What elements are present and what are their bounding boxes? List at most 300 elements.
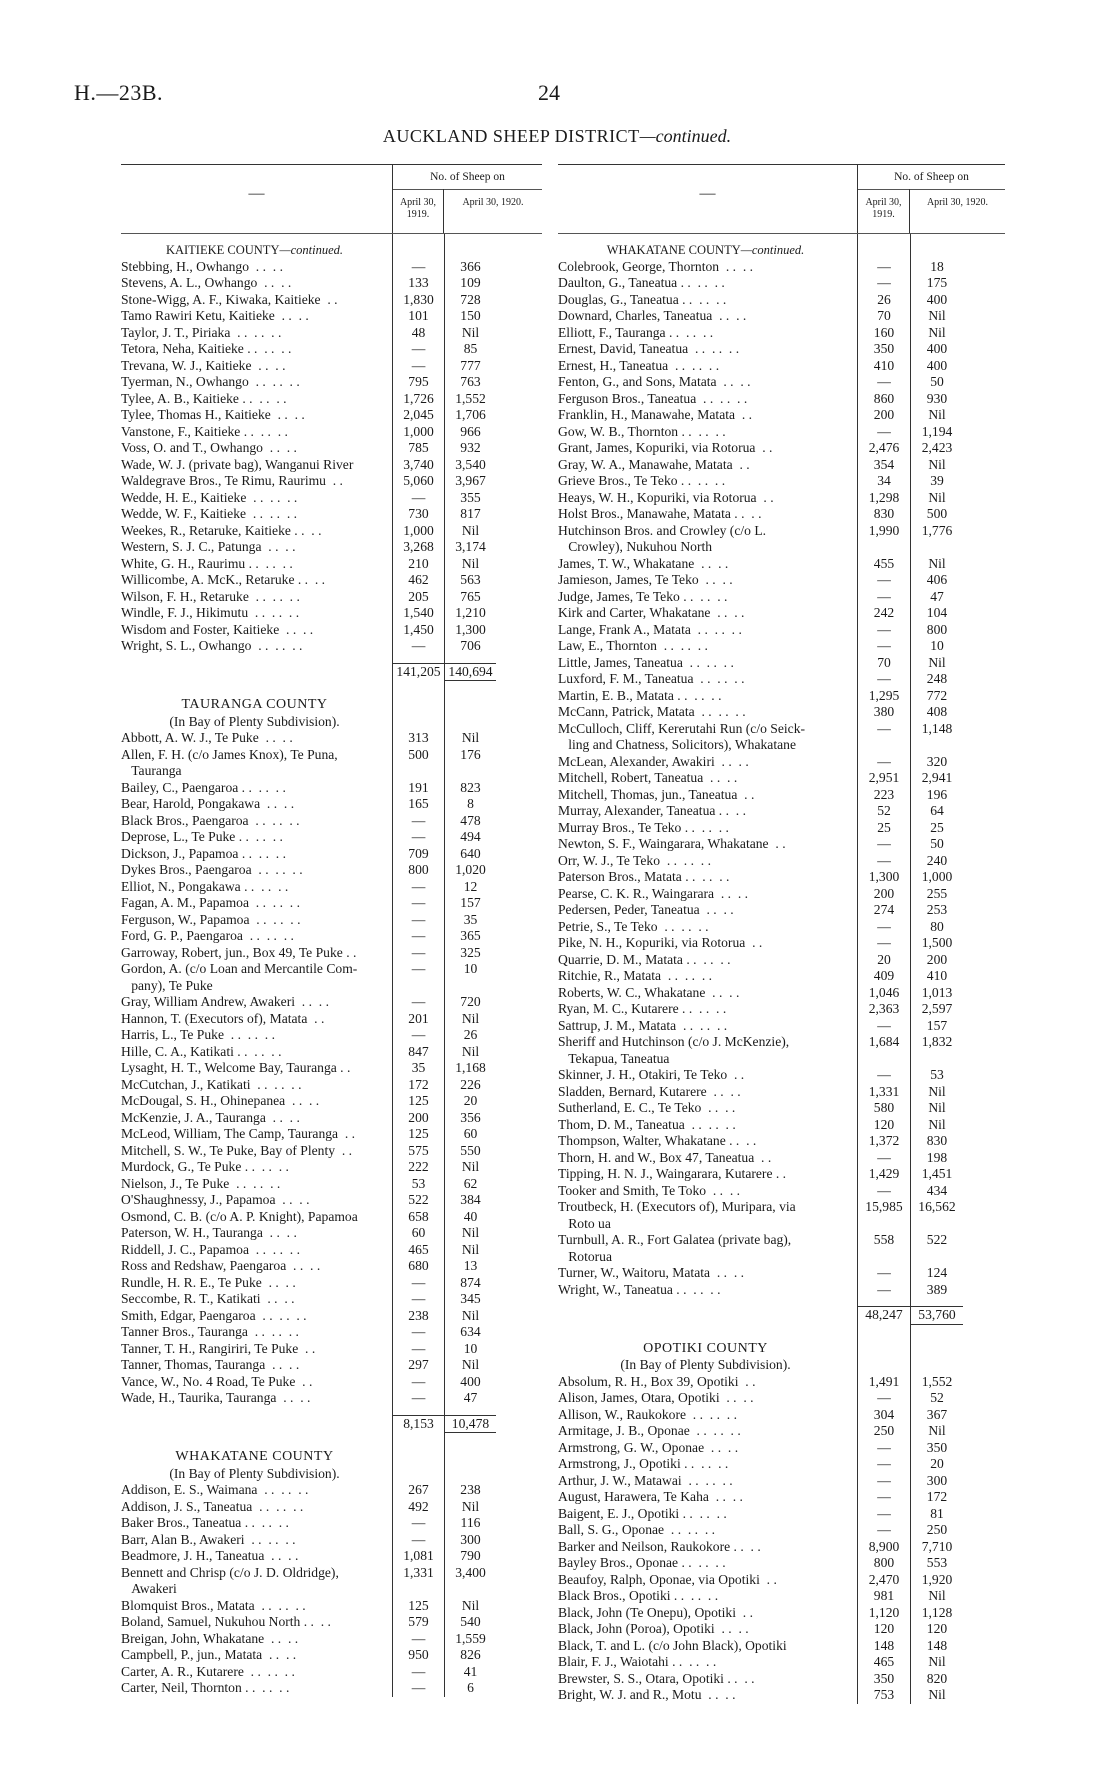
owner-name: Newton, S. F., Waingarara, Whakatane . . bbox=[558, 836, 786, 851]
table-row bbox=[558, 787, 1005, 804]
table-row bbox=[558, 1555, 1005, 1572]
owner-name: Gray, William Andrew, Awakeri . . . . bbox=[121, 994, 329, 1009]
sheep-1920: 830 bbox=[910, 1133, 963, 1150]
sheep-1920: 930 bbox=[910, 391, 963, 408]
table-row bbox=[121, 1614, 542, 1631]
table-row bbox=[558, 1440, 1005, 1457]
sheep-1919: — bbox=[392, 259, 444, 276]
owner-name: WHAKATANE COUNTY—continued. bbox=[606, 243, 805, 257]
sheep-1920: Nil bbox=[444, 1011, 496, 1028]
table-row bbox=[121, 1565, 542, 1582]
owner-name bbox=[121, 681, 392, 689]
sheep-1920: 400 bbox=[444, 1374, 496, 1391]
sheep-1920: 932 bbox=[444, 440, 496, 457]
table-row bbox=[121, 440, 542, 457]
sheep-1919: 165 bbox=[392, 796, 444, 813]
owner-name: Black, John (Poroa), Opotiki . . . . bbox=[558, 1621, 749, 1636]
sheep-1920: 81 bbox=[910, 1506, 963, 1523]
table-row bbox=[121, 655, 542, 663]
owner-name bbox=[121, 1415, 392, 1434]
page-title bbox=[0, 126, 1114, 147]
sheep-1920: 1,451 bbox=[910, 1166, 963, 1183]
sheep-1919: — bbox=[392, 1664, 444, 1681]
sheep-1919: 830 bbox=[857, 506, 910, 523]
sheep-1919: — bbox=[392, 1374, 444, 1391]
sheep-1919: — bbox=[857, 424, 910, 441]
table-row bbox=[121, 1110, 542, 1127]
sheep-1919: 410 bbox=[857, 358, 910, 375]
sheep-1919: 380 bbox=[857, 704, 910, 721]
sheep-1919: — bbox=[857, 1150, 910, 1167]
sheep-1919: 2,363 bbox=[857, 1001, 910, 1018]
subdivision-heading bbox=[558, 1357, 1005, 1374]
sheep-1920: Nil bbox=[910, 325, 963, 342]
owner-name: Tauranga bbox=[121, 763, 182, 778]
sheep-1919: 304 bbox=[857, 1407, 910, 1424]
sheep-1919: 125 bbox=[392, 1126, 444, 1143]
sheep-1919: 350 bbox=[857, 341, 910, 358]
table-row bbox=[558, 985, 1005, 1002]
sheep-1920 bbox=[910, 242, 963, 259]
owner-name: Bayley Bros., Oponae . . . . . . bbox=[558, 1555, 726, 1570]
table-row bbox=[558, 1001, 1005, 1018]
owner-name: Sladden, Bernard, Kutarere . . . . bbox=[558, 1083, 741, 1099]
table-row bbox=[558, 1249, 1005, 1266]
sheep-1920 bbox=[444, 1581, 496, 1598]
sheep-1919: — bbox=[392, 1631, 444, 1648]
owner-name: Black, John (Te Onepu), Opotiki . . bbox=[558, 1604, 753, 1620]
owner-name: Murdock, G., Te Puke . . . . . . bbox=[121, 1159, 289, 1174]
left-table-header bbox=[121, 164, 542, 234]
sheep-1919 bbox=[857, 242, 910, 259]
sheep-count-header: No. of Sheep on bbox=[857, 165, 1005, 190]
sheep-1919: — bbox=[857, 572, 910, 589]
sheep-1919: — bbox=[857, 1440, 910, 1457]
table-row bbox=[558, 424, 1005, 441]
sheep-1920: 16,562 bbox=[910, 1199, 963, 1216]
owner-name: Dykes Bros., Paengaroa . . . . . . bbox=[121, 862, 303, 877]
owner-name: Lange, Frank A., Matata . . . . . . bbox=[558, 621, 742, 637]
sheep-1920 bbox=[444, 681, 496, 689]
table-row bbox=[121, 1143, 542, 1160]
sheep-1919 bbox=[392, 978, 444, 995]
sheep-1920: 10 bbox=[444, 1341, 496, 1358]
sheep-1920 bbox=[910, 1357, 963, 1374]
owner-name: Tetora, Neha, Kaitieke . . . . . . bbox=[121, 341, 292, 356]
table-row bbox=[558, 820, 1005, 837]
table-row bbox=[558, 919, 1005, 936]
sheep-1919: 1,081 bbox=[392, 1548, 444, 1565]
table-row bbox=[121, 1581, 542, 1598]
owner-name: Luxford, F. M., Taneatua . . . . . . bbox=[558, 671, 745, 686]
sheep-1920: 820 bbox=[910, 1671, 963, 1688]
table-row bbox=[558, 1522, 1005, 1539]
sheep-1919: 465 bbox=[392, 1242, 444, 1259]
sheep-1920: 6 bbox=[444, 1680, 496, 1697]
owner-name: Mitchell, Thomas, jun., Taneatua . . bbox=[558, 786, 755, 802]
sheep-1920: 966 bbox=[444, 424, 496, 441]
sheep-1920 bbox=[444, 1449, 496, 1466]
sheep-1920: 157 bbox=[444, 895, 496, 912]
sheep-1919: 800 bbox=[392, 862, 444, 879]
sheep-1920: 1,559 bbox=[444, 1631, 496, 1648]
sheep-1919: 172 bbox=[392, 1077, 444, 1094]
sheep-1919: 409 bbox=[857, 968, 910, 985]
owner-name: Dickson, J., Papamoa . . . . . . bbox=[121, 845, 286, 861]
column-1920-header: April 30, 1920. bbox=[909, 189, 1005, 233]
sheep-1920: 563 bbox=[444, 572, 496, 589]
table-row bbox=[558, 688, 1005, 705]
sheep-count-header: No. of Sheep on bbox=[392, 165, 542, 190]
table-row bbox=[121, 234, 542, 242]
owner-name: Barker and Neilson, Raukokore . . . . bbox=[558, 1538, 761, 1554]
sheep-1920: 253 bbox=[910, 902, 963, 919]
owner-name: Quarrie, D. M., Matata . . . . . . bbox=[558, 951, 731, 967]
sheep-1920: 1,194 bbox=[910, 424, 963, 441]
table-row bbox=[121, 1209, 542, 1226]
sheep-1920: 540 bbox=[444, 1614, 496, 1631]
sheep-1920 bbox=[910, 539, 963, 556]
owner-name: Barr, Alan B., Awakeri . . . . . . bbox=[121, 1531, 296, 1547]
sheep-1919 bbox=[392, 763, 444, 780]
owner-name: Allison, W., Raukokore . . . . . . bbox=[558, 1406, 737, 1422]
sheep-1919: 5,060 bbox=[392, 473, 444, 490]
table-row bbox=[558, 886, 1005, 903]
sheep-1919: 730 bbox=[392, 506, 444, 523]
owner-name: Tanner, T. H., Rangiriri, Te Puke . . bbox=[121, 1340, 316, 1356]
sheep-1920: 817 bbox=[444, 506, 496, 523]
table-row bbox=[558, 1282, 1005, 1299]
owner-name: Beadmore, J. H., Taneatua . . . . bbox=[121, 1548, 299, 1563]
left-rows bbox=[121, 234, 542, 1697]
table-row bbox=[558, 1232, 1005, 1249]
sheep-1919: 210 bbox=[392, 556, 444, 573]
sheep-1919 bbox=[392, 689, 444, 697]
table-row bbox=[121, 1647, 542, 1664]
owner-name: Tanner, Thomas, Tauranga . . . . bbox=[121, 1357, 300, 1372]
sheep-1919: — bbox=[857, 1265, 910, 1282]
table-row bbox=[121, 912, 542, 929]
sheep-1920 bbox=[910, 1298, 963, 1306]
table-row bbox=[558, 407, 1005, 424]
sheep-1920: 47 bbox=[444, 1390, 496, 1407]
sheep-1920: 763 bbox=[444, 374, 496, 391]
table-row bbox=[121, 424, 542, 441]
sheep-1919: 191 bbox=[392, 780, 444, 797]
owner-name bbox=[558, 1333, 857, 1341]
table-row bbox=[121, 1027, 542, 1044]
page-number: 24 bbox=[538, 80, 560, 105]
owner-name: McCann, Patrick, Matata . . . . . . bbox=[558, 704, 746, 719]
table-row bbox=[121, 978, 542, 995]
sheep-1920 bbox=[444, 1433, 496, 1441]
sheep-1919 bbox=[392, 655, 444, 663]
owner-name: Jamieson, James, Te Teko . . . . bbox=[558, 572, 733, 587]
owner-name: Willicombe, A. McK., Retaruke . . . . bbox=[121, 572, 326, 587]
owner-name: Paterson, W. H., Tauranga . . . . bbox=[121, 1225, 297, 1240]
owner-name: Addison, E. S., Waimana . . . . . . bbox=[121, 1482, 309, 1497]
sheep-1919: 350 bbox=[857, 1671, 910, 1688]
table-row bbox=[121, 1176, 542, 1193]
sheep-1920: Nil bbox=[910, 490, 963, 507]
sheep-1919 bbox=[392, 714, 444, 731]
owner-name bbox=[558, 234, 857, 242]
sheep-1919: 53 bbox=[392, 1176, 444, 1193]
owner-name: Fagan, A. M., Papamoa . . . . . . bbox=[121, 895, 300, 910]
owner-name: Awakeri bbox=[121, 1581, 177, 1596]
owner-name: Waldegrave Bros., Te Rimu, Raurimu . . bbox=[121, 473, 343, 488]
table-row bbox=[558, 622, 1005, 639]
owner-name: Hannon, T. (Executors of), Matata . . bbox=[121, 1010, 325, 1026]
sheep-1920: Nil bbox=[444, 1225, 496, 1242]
sheep-1920: 255 bbox=[910, 886, 963, 903]
owner-name: KAITIEKE COUNTY—continued. bbox=[165, 243, 344, 257]
continued-suffix: —continued. bbox=[279, 243, 344, 257]
sheep-1920: 1,500 bbox=[910, 935, 963, 952]
owner-name: TAURANGA COUNTY bbox=[181, 697, 328, 712]
sheep-1919: 101 bbox=[392, 308, 444, 325]
owner-name: Nielson, J., Te Puke . . . . . . bbox=[121, 1175, 281, 1191]
sheep-1919: 60 bbox=[392, 1225, 444, 1242]
sheep-1920: 3,540 bbox=[444, 457, 496, 474]
owner-name: Daulton, G., Taneatua . . . . . . bbox=[558, 275, 725, 290]
sheep-1920: 1,300 bbox=[444, 622, 496, 639]
sheep-1920: 13 bbox=[444, 1258, 496, 1275]
sheep-1920: 2,597 bbox=[910, 1001, 963, 1018]
sheep-1920: 777 bbox=[444, 358, 496, 375]
table-row bbox=[121, 780, 542, 797]
table-row bbox=[121, 689, 542, 697]
sheep-1919: 795 bbox=[392, 374, 444, 391]
sheep-1919: — bbox=[857, 622, 910, 639]
owner-name: McCulloch, Cliff, Kererutahi Run (c/o Seick- bbox=[558, 720, 806, 736]
table-row bbox=[121, 1291, 542, 1308]
sheep-1919: 125 bbox=[392, 1598, 444, 1615]
sheep-1920: 176 bbox=[444, 747, 496, 764]
owner-name: Wright, W., Taneatua . . . . . . bbox=[558, 1281, 721, 1297]
table-row bbox=[121, 259, 542, 276]
table-row bbox=[558, 853, 1005, 870]
table-row bbox=[558, 1390, 1005, 1407]
table-row bbox=[558, 770, 1005, 787]
sheep-1919: 1,684 bbox=[857, 1034, 910, 1051]
sheep-1919: 26 bbox=[857, 292, 910, 309]
sheep-1920 bbox=[444, 978, 496, 995]
table-row bbox=[558, 341, 1005, 358]
sheep-1920: Nil bbox=[910, 1588, 963, 1605]
table-row bbox=[558, 869, 1005, 886]
table-row bbox=[558, 308, 1005, 325]
sheep-1919: 238 bbox=[392, 1308, 444, 1325]
sheep-1920 bbox=[444, 242, 496, 259]
sheep-1920: 226 bbox=[444, 1077, 496, 1094]
sheep-1920: 1,148 bbox=[910, 721, 963, 738]
owner-name: Wade, H., Taurika, Tauranga . . . . bbox=[121, 1390, 311, 1405]
sheep-1920: 52 bbox=[910, 1390, 963, 1407]
owner-name: Martin, E. B., Matata . . . . . . bbox=[558, 687, 722, 703]
owner-name: Ferguson Bros., Taneatua . . . . . . bbox=[558, 390, 748, 406]
table-row bbox=[558, 292, 1005, 309]
sheep-1919: 8,153 bbox=[392, 1415, 444, 1434]
sheep-1919: 313 bbox=[392, 730, 444, 747]
sheep-1919: 354 bbox=[857, 457, 910, 474]
table-row bbox=[121, 1407, 542, 1415]
sheep-1920: 248 bbox=[910, 671, 963, 688]
table-row bbox=[121, 1441, 542, 1449]
owner-name: Blomquist Bros., Matata . . . . . . bbox=[121, 1597, 306, 1613]
owner-name: Troutbeck, H. (Executors of), Muripara, via bbox=[558, 1199, 796, 1214]
sheep-1920: 765 bbox=[444, 589, 496, 606]
owner-name: Murray Bros., Te Teko . . . . . . bbox=[558, 819, 729, 835]
table-row bbox=[121, 1044, 542, 1061]
sheep-1920: 384 bbox=[444, 1192, 496, 1209]
sheep-1920: 120 bbox=[910, 1621, 963, 1638]
sheep-1920 bbox=[444, 697, 496, 714]
sheep-1920: 35 bbox=[444, 912, 496, 929]
owner-name: Thompson, Walter, Whakatane . . . . bbox=[558, 1133, 757, 1148]
sheep-1919: — bbox=[857, 671, 910, 688]
sheep-1919: — bbox=[857, 1522, 910, 1539]
table-row bbox=[121, 846, 542, 863]
sheep-1919: 297 bbox=[392, 1357, 444, 1374]
sheep-1919: 3,268 bbox=[392, 539, 444, 556]
table-row bbox=[558, 1638, 1005, 1655]
owner-name: Ritchie, R., Matata . . . . . . bbox=[558, 968, 713, 983]
table-row bbox=[558, 1183, 1005, 1200]
sheep-1920: 406 bbox=[910, 572, 963, 589]
owner-name: Sheriff and Hutchinson (c/o J. McKenzie), bbox=[558, 1034, 790, 1049]
owner-name: Bennett and Chrisp (c/o J. D. Oldridge), bbox=[121, 1564, 339, 1580]
sheep-1920: 80 bbox=[910, 919, 963, 936]
table-row bbox=[558, 1150, 1005, 1167]
table-row bbox=[121, 589, 542, 606]
sheep-1919: 120 bbox=[857, 1117, 910, 1134]
table-row bbox=[121, 1664, 542, 1681]
sheep-1920: 20 bbox=[444, 1093, 496, 1110]
sheep-1920: 10,478 bbox=[444, 1415, 496, 1434]
table-row bbox=[558, 1333, 1005, 1341]
owner-name: Crowley), Nukuhou North bbox=[558, 539, 713, 554]
table-row bbox=[121, 813, 542, 830]
owner-name: Gow, W. B., Thornton . . . . . . bbox=[558, 423, 726, 439]
table-row bbox=[121, 1548, 542, 1565]
owner-name: Stebbing, H., Owhango . . . . bbox=[121, 258, 283, 274]
table-row bbox=[558, 457, 1005, 474]
sheep-1919: 2,045 bbox=[392, 407, 444, 424]
sheep-1919: 860 bbox=[857, 391, 910, 408]
table-row bbox=[558, 1671, 1005, 1688]
sheep-1920: 25 bbox=[910, 820, 963, 837]
sheep-1919: 3,740 bbox=[392, 457, 444, 474]
sheep-1920: Nil bbox=[910, 1100, 963, 1117]
sheep-1920: 26 bbox=[444, 1027, 496, 1044]
table-row bbox=[558, 1407, 1005, 1424]
owner-name: Taylor, J. T., Piriaka . . . . . . bbox=[121, 324, 282, 340]
sheep-1920: 874 bbox=[444, 1275, 496, 1292]
sheep-1919: 1,331 bbox=[857, 1084, 910, 1101]
table-row bbox=[558, 1298, 1005, 1306]
sheep-1920: Nil bbox=[910, 1084, 963, 1101]
sheep-1919: 200 bbox=[857, 886, 910, 903]
table-row bbox=[121, 1357, 542, 1374]
table-row bbox=[558, 391, 1005, 408]
table-row bbox=[558, 440, 1005, 457]
owner-name: Turnbull, A. R., Fort Galatea (private bag), bbox=[558, 1232, 792, 1247]
table-row bbox=[121, 407, 542, 424]
county-total-row bbox=[121, 1415, 542, 1434]
county-total-row bbox=[558, 1306, 1005, 1325]
table-row bbox=[558, 1265, 1005, 1282]
sheep-1919: — bbox=[392, 879, 444, 896]
table-row bbox=[121, 1093, 542, 1110]
sheep-1920: 53 bbox=[910, 1067, 963, 1084]
owner-name: Gordon, A. (c/o Loan and Mercantile Com- bbox=[121, 961, 358, 976]
sheep-1920: 355 bbox=[444, 490, 496, 507]
table-row bbox=[121, 506, 542, 523]
right-rows bbox=[558, 234, 1005, 1704]
sheep-1919: 1,120 bbox=[857, 1605, 910, 1622]
sheep-1919: 1,491 bbox=[857, 1374, 910, 1391]
sheep-1920 bbox=[910, 1216, 963, 1233]
owner-name: Ferguson, W., Papamoa . . . . . . bbox=[121, 911, 301, 927]
sheep-1920: 7,710 bbox=[910, 1539, 963, 1556]
sheep-1919: 1,726 bbox=[392, 391, 444, 408]
sheep-1919: 2,476 bbox=[857, 440, 910, 457]
sheep-1919: 148 bbox=[857, 1638, 910, 1655]
owner-name: O'Shaughnessy, J., Papamoa . . . . bbox=[121, 1192, 310, 1207]
table-row bbox=[121, 1341, 542, 1358]
owner-name: Wedde, H. E., Kaitieke . . . . . . bbox=[121, 489, 298, 505]
sheep-1920: 1,013 bbox=[910, 985, 963, 1002]
owner-name: Mitchell, S. W., Te Puke, Bay of Plenty . . bbox=[121, 1142, 353, 1158]
owner-name: Elliot, N., Pongakawa . . . . . . bbox=[121, 878, 289, 894]
sheep-1920: 41 bbox=[444, 1664, 496, 1681]
owner-name: Holst Bros., Manawahe, Matata . . . . bbox=[558, 506, 762, 521]
owner-name: Breigan, John, Whakatane . . . . bbox=[121, 1630, 299, 1646]
sheep-1919: — bbox=[857, 836, 910, 853]
table-row bbox=[558, 1199, 1005, 1216]
sheep-1920: 400 bbox=[910, 358, 963, 375]
table-row bbox=[121, 1631, 542, 1648]
sheep-1920: 62 bbox=[444, 1176, 496, 1193]
table-row bbox=[121, 1308, 542, 1325]
sheep-1920: Nil bbox=[444, 556, 496, 573]
sheep-1920: 320 bbox=[910, 754, 963, 771]
table-row bbox=[121, 292, 542, 309]
sheep-1919: 205 bbox=[392, 589, 444, 606]
table-row bbox=[121, 556, 542, 573]
sheep-1920: 50 bbox=[910, 374, 963, 391]
table-row bbox=[558, 490, 1005, 507]
sheep-1920: Nil bbox=[910, 655, 963, 672]
sheep-1920 bbox=[910, 1333, 963, 1341]
county-heading bbox=[121, 697, 542, 714]
sheep-1919 bbox=[857, 1357, 910, 1374]
sheep-1920: Nil bbox=[444, 325, 496, 342]
sheep-1920: 1,776 bbox=[910, 523, 963, 540]
sheep-1920: 1,020 bbox=[444, 862, 496, 879]
owner-name: Downard, Charles, Taneatua . . . . bbox=[558, 308, 747, 323]
table-row bbox=[121, 473, 542, 490]
sheep-1919 bbox=[857, 1249, 910, 1266]
sheep-1919 bbox=[392, 1433, 444, 1441]
sheep-1920: 553 bbox=[910, 1555, 963, 1572]
table-row bbox=[121, 1060, 542, 1077]
table-row bbox=[121, 341, 542, 358]
sheep-1919: — bbox=[857, 935, 910, 952]
sheep-1920: 8 bbox=[444, 796, 496, 813]
sheep-1919: 120 bbox=[857, 1621, 910, 1638]
